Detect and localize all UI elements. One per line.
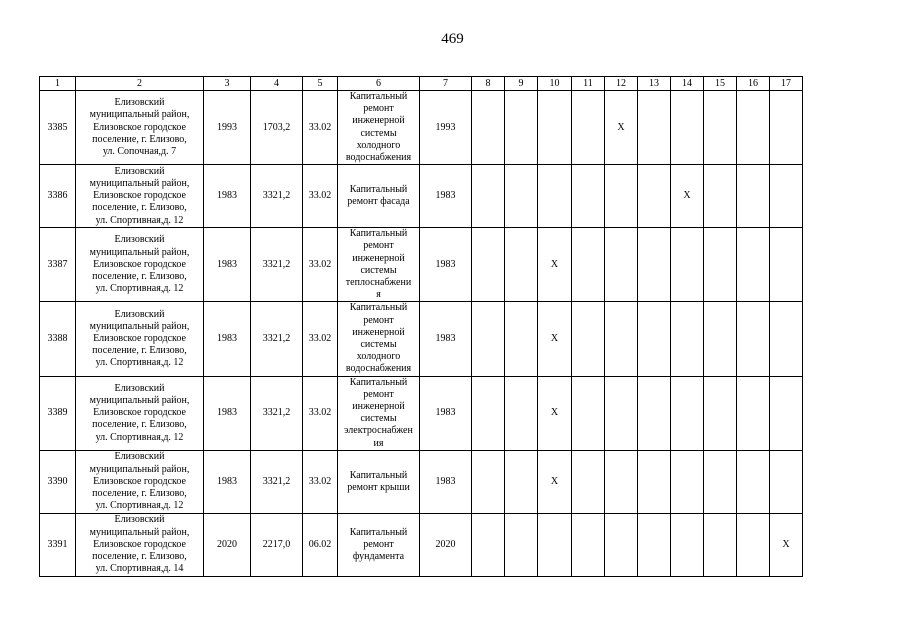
mark-cell-14 <box>671 228 704 302</box>
column-header-5: 5 <box>303 77 338 91</box>
mark-cell-9 <box>505 228 538 302</box>
address-cell: Елизовский муниципальный район, Елизовское городское поселение, г. Елизово, ул. Спортивная,д. 12 <box>76 302 204 376</box>
mark-cell-15 <box>704 302 737 376</box>
mark-cell-16 <box>737 513 770 576</box>
work-year-cell: 1983 <box>420 228 472 302</box>
mark-cell-13 <box>638 513 671 576</box>
mark-cell-13 <box>638 228 671 302</box>
mark-cell-9 <box>505 91 538 165</box>
table-row <box>40 513 803 576</box>
address-cell: Елизовский муниципальный район, Елизовское городское поселение, г. Елизово, ул. Спортивная,д. 14 <box>76 513 204 576</box>
row-number-cell: 3388 <box>40 302 76 376</box>
mark-cell-9 <box>505 376 538 450</box>
column-header-8: 8 <box>472 77 505 91</box>
mark-cell-16 <box>737 228 770 302</box>
column-header-15: 15 <box>704 77 737 91</box>
table-row <box>40 450 803 513</box>
mark-cell-10: X <box>538 302 572 376</box>
mark-cell-12: X <box>605 91 638 165</box>
work-type-cell: Капитальный ремонт инженерной системы холодного водоснабжения <box>338 302 420 376</box>
address-cell: Елизовский муниципальный район, Елизовское городское поселение, г. Елизово, ул. Сопочная,д. 7 <box>76 91 204 165</box>
work-year-cell: 1983 <box>420 165 472 228</box>
work-year-cell: 1983 <box>420 302 472 376</box>
work-type-cell: Капитальный ремонт крыши <box>338 450 420 513</box>
column-header-1: 1 <box>40 77 76 91</box>
column-number-row <box>40 77 803 91</box>
table-row <box>40 302 803 376</box>
year-built-cell: 2020 <box>204 513 251 576</box>
mark-cell-17: X <box>770 513 803 576</box>
mark-cell-8 <box>472 165 505 228</box>
mark-cell-11 <box>572 228 605 302</box>
mark-cell-9 <box>505 302 538 376</box>
code-cell: 33.02 <box>303 165 338 228</box>
mark-cell-15 <box>704 450 737 513</box>
year-built-cell: 1983 <box>204 165 251 228</box>
work-year-cell: 2020 <box>420 513 472 576</box>
mark-cell-12 <box>605 376 638 450</box>
mark-cell-16 <box>737 450 770 513</box>
mark-cell-17 <box>770 91 803 165</box>
mark-cell-17 <box>770 302 803 376</box>
mark-cell-13 <box>638 302 671 376</box>
mark-cell-15 <box>704 91 737 165</box>
mark-cell-13 <box>638 165 671 228</box>
address-cell: Елизовский муниципальный район, Елизовское городское поселение, г. Елизово, ул. Спортивная,д. 12 <box>76 165 204 228</box>
mark-cell-12 <box>605 513 638 576</box>
mark-cell-10 <box>538 165 572 228</box>
column-header-13: 13 <box>638 77 671 91</box>
mark-cell-10 <box>538 91 572 165</box>
work-type-cell: Капитальный ремонт инженерной системы электроснабжен ия <box>338 376 420 450</box>
address-cell: Елизовский муниципальный район, Елизовское городское поселение, г. Елизово, ул. Спортивная,д. 12 <box>76 450 204 513</box>
mark-cell-8 <box>472 450 505 513</box>
mark-cell-10: X <box>538 228 572 302</box>
code-cell: 06.02 <box>303 513 338 576</box>
mark-cell-16 <box>737 165 770 228</box>
mark-cell-14 <box>671 302 704 376</box>
year-built-cell: 1983 <box>204 376 251 450</box>
area-cell: 3321,2 <box>251 302 303 376</box>
mark-cell-11 <box>572 302 605 376</box>
mark-cell-12 <box>605 302 638 376</box>
code-cell: 33.02 <box>303 450 338 513</box>
row-number-cell: 3389 <box>40 376 76 450</box>
work-year-cell: 1983 <box>420 450 472 513</box>
column-header-16: 16 <box>737 77 770 91</box>
mark-cell-17 <box>770 376 803 450</box>
mark-cell-15 <box>704 165 737 228</box>
work-type-cell: Капитальный ремонт фундамента <box>338 513 420 576</box>
mark-cell-14: X <box>671 165 704 228</box>
work-type-cell: Капитальный ремонт инженерной системы теплоснабжени я <box>338 228 420 302</box>
mark-cell-13 <box>638 376 671 450</box>
row-number-cell: 3391 <box>40 513 76 576</box>
mark-cell-14 <box>671 376 704 450</box>
column-header-2: 2 <box>76 77 204 91</box>
mark-cell-11 <box>572 376 605 450</box>
table-row <box>40 376 803 450</box>
mark-cell-10: X <box>538 376 572 450</box>
mark-cell-14 <box>671 91 704 165</box>
mark-cell-9 <box>505 165 538 228</box>
mark-cell-11 <box>572 513 605 576</box>
mark-cell-17 <box>770 165 803 228</box>
mark-cell-14 <box>671 450 704 513</box>
mark-cell-17 <box>770 450 803 513</box>
mark-cell-15 <box>704 228 737 302</box>
year-built-cell: 1983 <box>204 228 251 302</box>
column-header-9: 9 <box>505 77 538 91</box>
mark-cell-8 <box>472 376 505 450</box>
mark-cell-16 <box>737 302 770 376</box>
page-number: 469 <box>441 31 464 47</box>
mark-cell-11 <box>572 450 605 513</box>
mark-cell-10 <box>538 513 572 576</box>
mark-cell-12 <box>605 450 638 513</box>
row-number-cell: 3390 <box>40 450 76 513</box>
column-header-14: 14 <box>671 77 704 91</box>
code-cell: 33.02 <box>303 376 338 450</box>
code-cell: 33.02 <box>303 91 338 165</box>
mark-cell-8 <box>472 91 505 165</box>
area-cell: 2217,0 <box>251 513 303 576</box>
table-row <box>40 228 803 302</box>
column-header-10: 10 <box>538 77 572 91</box>
work-type-cell: Капитальный ремонт фасада <box>338 165 420 228</box>
mark-cell-17 <box>770 228 803 302</box>
address-cell: Елизовский муниципальный район, Елизовское городское поселение, г. Елизово, ул. Спортивная,д. 12 <box>76 228 204 302</box>
mark-cell-12 <box>605 165 638 228</box>
year-built-cell: 1983 <box>204 302 251 376</box>
code-cell: 33.02 <box>303 228 338 302</box>
mark-cell-12 <box>605 228 638 302</box>
mark-cell-9 <box>505 513 538 576</box>
column-header-17: 17 <box>770 77 803 91</box>
column-header-11: 11 <box>572 77 605 91</box>
column-header-4: 4 <box>251 77 303 91</box>
column-header-7: 7 <box>420 77 472 91</box>
year-built-cell: 1983 <box>204 450 251 513</box>
work-year-cell: 1993 <box>420 91 472 165</box>
row-number-cell: 3386 <box>40 165 76 228</box>
year-built-cell: 1993 <box>204 91 251 165</box>
column-header-3: 3 <box>204 77 251 91</box>
mark-cell-8 <box>472 302 505 376</box>
table-row <box>40 165 803 228</box>
mark-cell-16 <box>737 376 770 450</box>
mark-cell-13 <box>638 450 671 513</box>
area-cell: 3321,2 <box>251 450 303 513</box>
work-year-cell: 1983 <box>420 376 472 450</box>
mark-cell-14 <box>671 513 704 576</box>
row-number-cell: 3385 <box>40 91 76 165</box>
table-row <box>40 91 803 165</box>
area-cell: 3321,2 <box>251 165 303 228</box>
mark-cell-8 <box>472 513 505 576</box>
mark-cell-15 <box>704 513 737 576</box>
column-header-12: 12 <box>605 77 638 91</box>
code-cell: 33.02 <box>303 302 338 376</box>
mark-cell-11 <box>572 91 605 165</box>
mark-cell-11 <box>572 165 605 228</box>
column-header-6: 6 <box>338 77 420 91</box>
row-number-cell: 3387 <box>40 228 76 302</box>
mark-cell-13 <box>638 91 671 165</box>
mark-cell-9 <box>505 450 538 513</box>
mark-cell-15 <box>704 376 737 450</box>
mark-cell-8 <box>472 228 505 302</box>
work-type-cell: Капитальный ремонт инженерной системы холодного водоснабжения <box>338 91 420 165</box>
mark-cell-16 <box>737 91 770 165</box>
area-cell: 3321,2 <box>251 376 303 450</box>
capital-repair-table <box>39 76 803 577</box>
address-cell: Елизовский муниципальный район, Елизовское городское поселение, г. Елизово, ул. Спортивная,д. 12 <box>76 376 204 450</box>
area-cell: 1703,2 <box>251 91 303 165</box>
mark-cell-10: X <box>538 450 572 513</box>
area-cell: 3321,2 <box>251 228 303 302</box>
